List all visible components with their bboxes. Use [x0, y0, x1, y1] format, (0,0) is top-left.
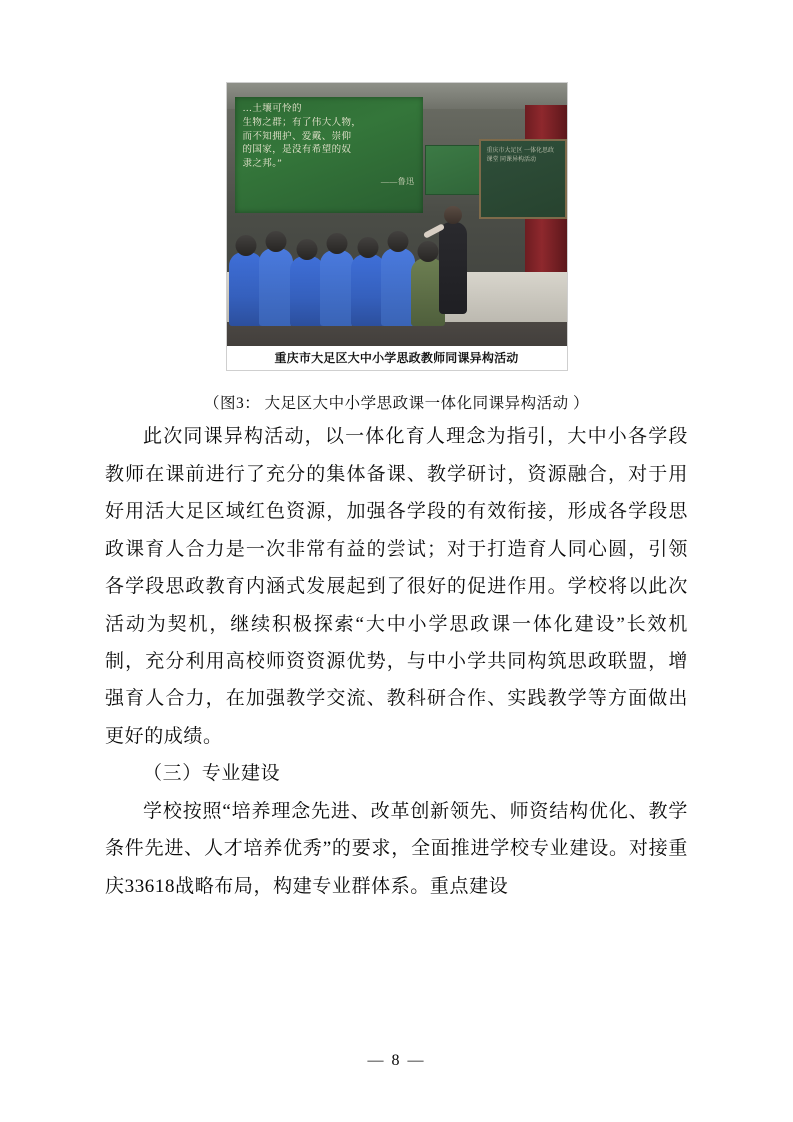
photo-caption-overlay: 重庆市大足区大中小学思政教师同课异构活动 — [227, 346, 567, 370]
body-paragraph: 学校按照“培养理念先进、改革创新领先、师资结构优化、教学条件先进、人才培养优秀”的要求，全面推进学校专业建设。对接重庆33618战略布局，构建专业群体系。重点建设 — [105, 800, 688, 897]
figure-photo — [226, 82, 568, 371]
student-figure — [320, 250, 354, 326]
slide-line-3: 而不知拥护、爱戴、崇仰 — [242, 131, 352, 142]
student-figure — [229, 252, 263, 326]
slide-line-2: 生物之群；有了伟大人物， — [242, 117, 362, 128]
student-figure — [381, 248, 415, 326]
figure-block — [105, 82, 688, 371]
slide-line-1: …土壤可怜的 — [242, 104, 302, 114]
student-figure — [259, 248, 293, 326]
figure-caption: （图3： 大足区大中小学思政课一体化同课异构活动 ） — [203, 395, 589, 412]
blackboard-text: 重庆市大足区 一体化思政课堂 同课异构活动 — [486, 148, 555, 163]
student-figure — [290, 256, 324, 326]
photo-blackboard — [479, 139, 567, 219]
body-paragraph: 此次同课异构活动，以一体化育人理念为指引，大中小各学段教师在课前进行了充分的集体备课、教学研讨，资源融合，对于用好用活大足区域红色资源，加强各学段的有效衔接，形成各学段思政课育人合力是一次非常有益的尝试；对于打造育人同心圆，引领各学段思政教育内涵式发展起到了很好的促进作用。学校将以此次活动为契机，继续积极探索“大中小学思政课一体化建设”长效机制，充分利用高校师资资源优势，与中小学共同构筑思政联盟，增强育人合力，在加强教学交流、教科研合作、实践教学等方面做出更好的成绩。 — [105, 426, 688, 747]
slide-line-5: 隶之邦。” — [242, 159, 282, 170]
photo-projected-slide — [235, 97, 423, 213]
page-number: — 8 — — [367, 1052, 426, 1069]
photo-teacher — [439, 222, 467, 314]
slide-line-4: 的国家，是没有希望的奴 — [242, 145, 352, 156]
section-heading: （三）专业建设 — [143, 763, 281, 785]
student-figure — [351, 254, 385, 326]
slide-signature: ——鲁迅 — [380, 176, 415, 186]
